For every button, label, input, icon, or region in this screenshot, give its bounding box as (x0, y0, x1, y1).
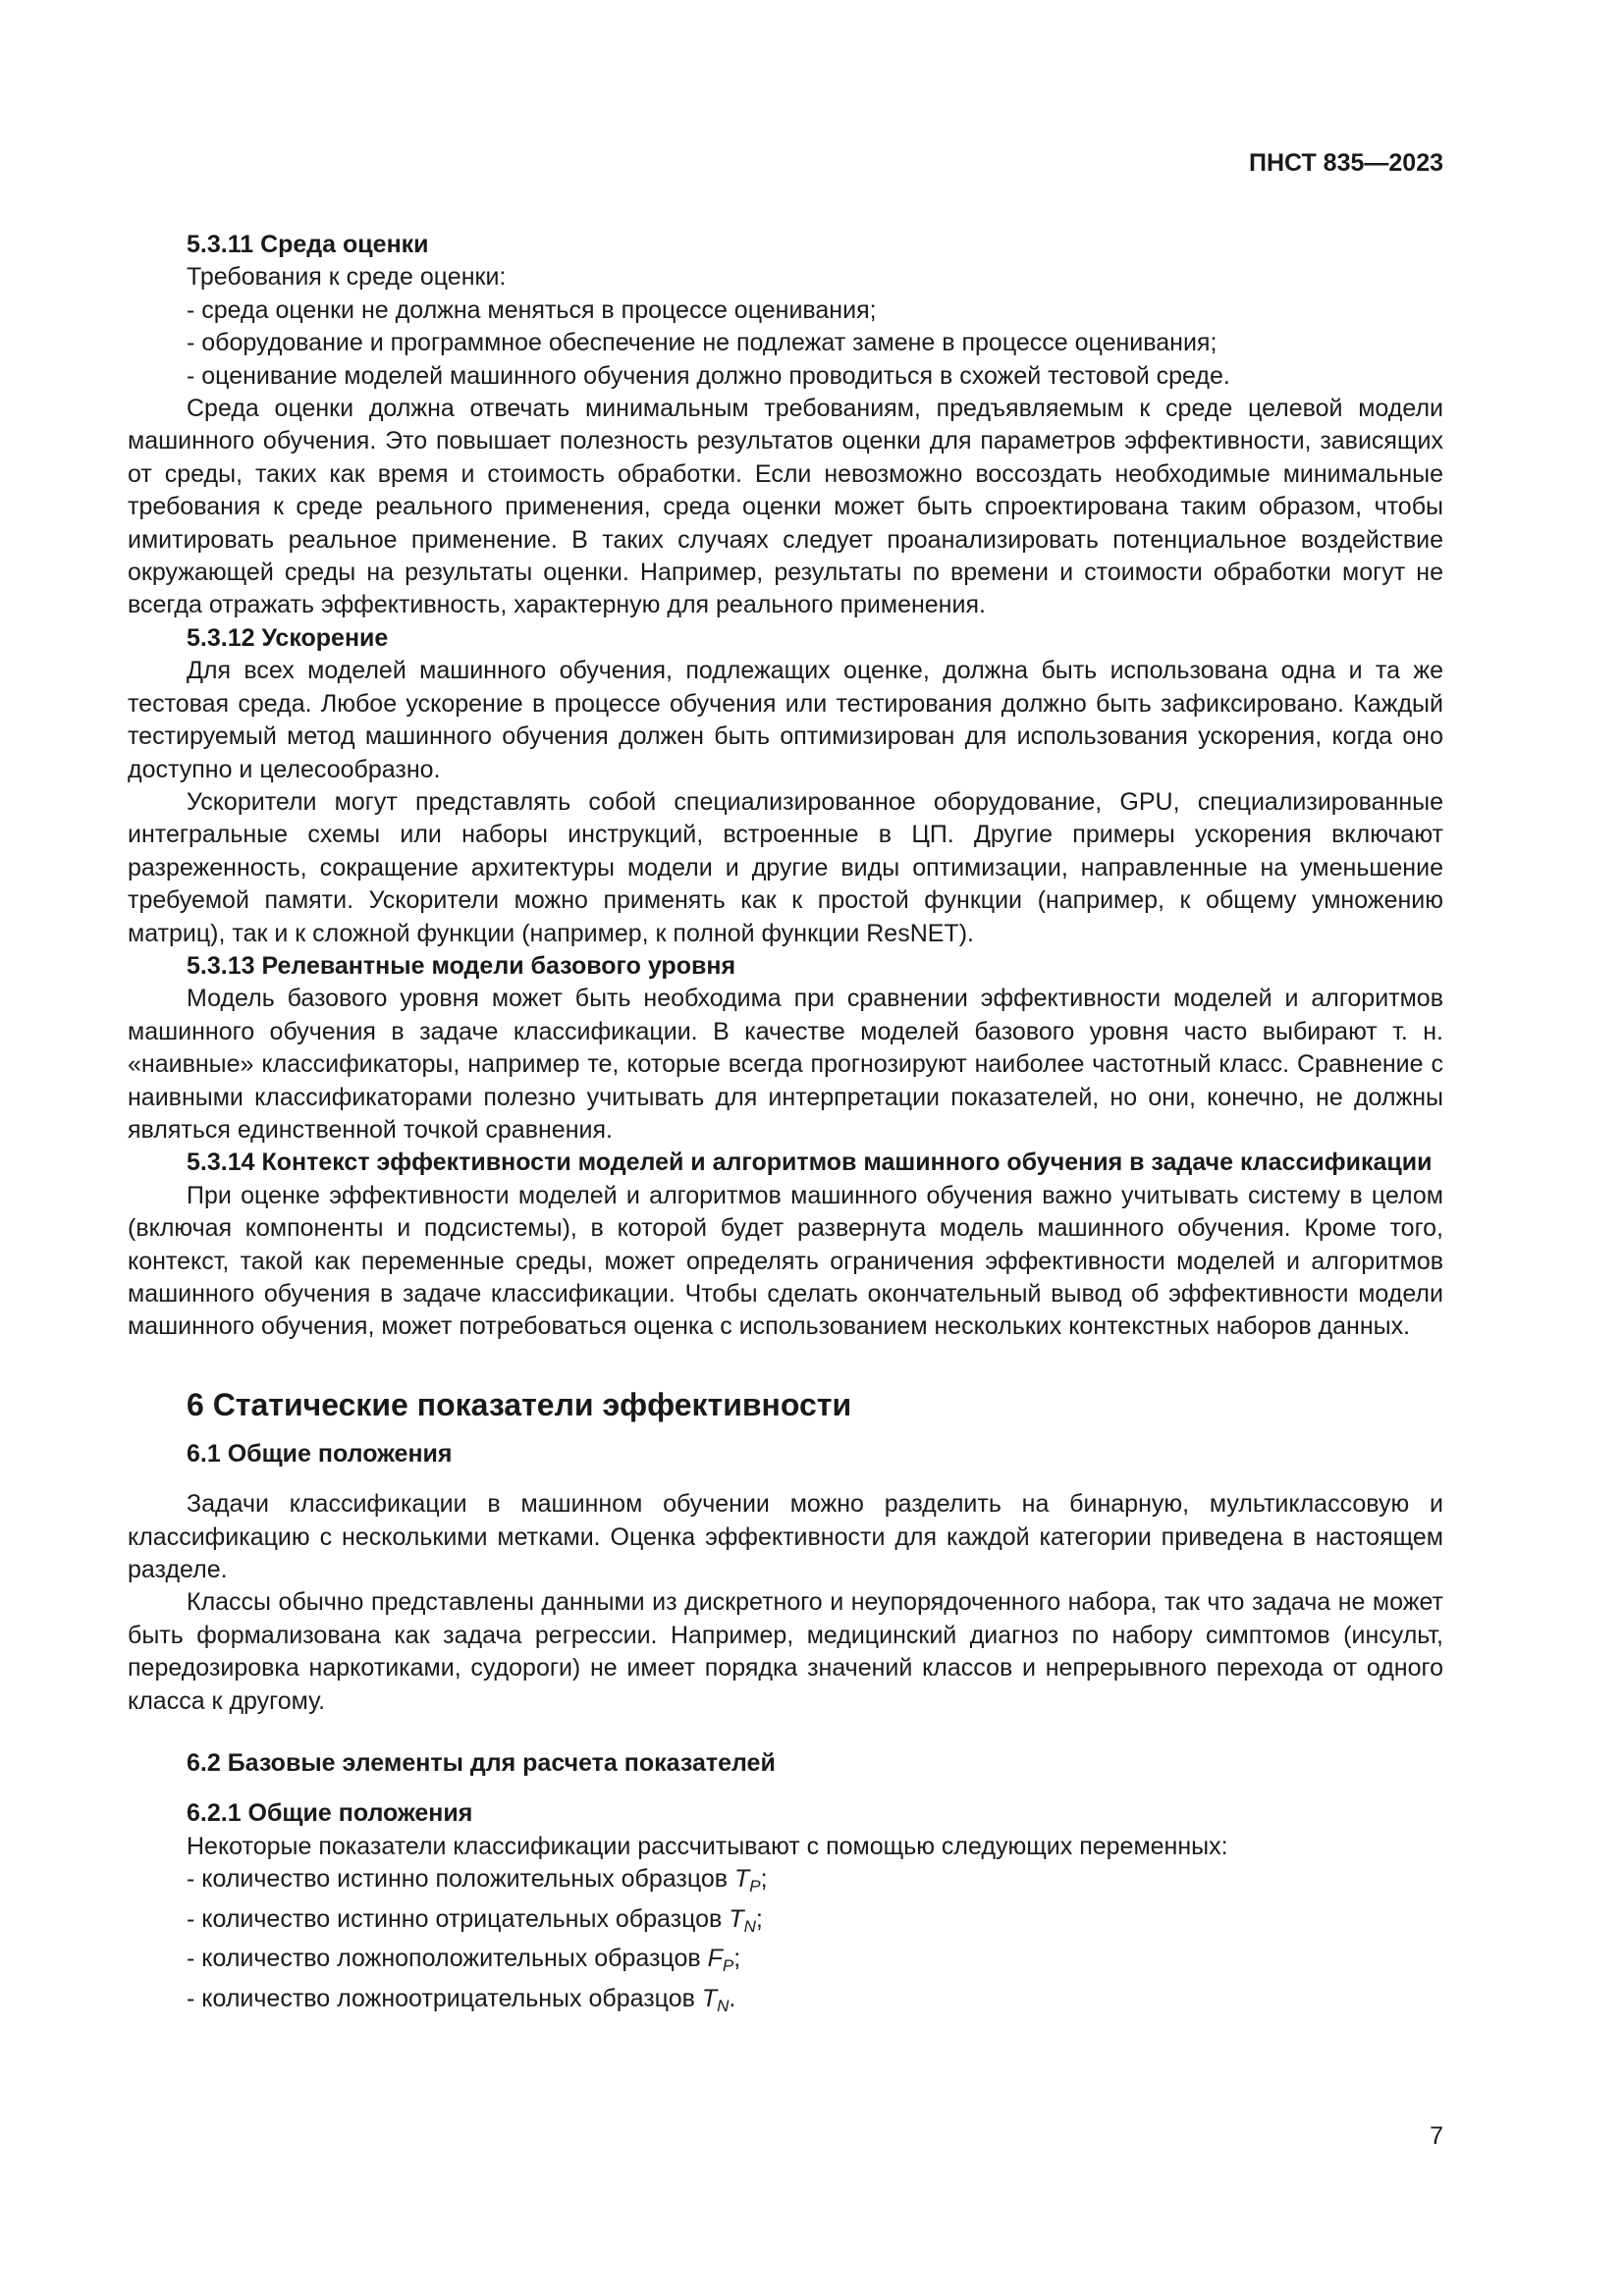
s6-2-title: 6.2 Базовые элементы для расчета показателей (187, 1749, 776, 1778)
s5-3-12-para-2: Ускорители могут представлять собой специализированное оборудование, GPU, специализированные интегральные схемы или наборы инструкций, встроенные в ЦП. Другие примеры ускорения включают разреженность, сокращение архитектуры модели и другие виды оптимизации, направленные на уменьшение требуемой памяти. Ускорители можно применять как к простой функции (например, к общему умножению матриц), так и к сложной функции (например, к полной функции ResNET). (128, 787, 1443, 947)
variable-symbol: $T_N$ (729, 1904, 756, 1936)
s5-3-14-para: При оценке эффективности моделей и алгоритмов машинного обучения важно учитывать систему в целом (включая компоненты и подсистемы), в которой будет развернута модель машинного обучения. Кроме того, контекст, такой как переменные среды, может определять ограничения эффективности моделей и алгоритмов машинного обучения в задаче классификации. Чтобы сделать окончательный вывод об эффективности модели машинного обучения, может потребоваться оценка с использованием нескольких контекстных наборов данных. (128, 1181, 1443, 1341)
s6-1-para-1: Задачи классификации в машинном обучении можно разделить на бинарную, мультиклассовую и классификацию с несколькими метками. Оценка эффективности для каждой категории приведена в настоящем разделе. (128, 1490, 1443, 1584)
s6-1-title: 6.1 Общие положения (187, 1439, 453, 1468)
variable-symbol: $T_P$ (734, 1865, 761, 1896)
s6-2-1-intro: Некоторые показатели классификации рассчитывают с помощью следующих переменных: (187, 1832, 1228, 1860)
s6-2-1-title: 6.2.1 Общие положения (187, 1799, 473, 1828)
variable-text: - количество ложноотрицательных образцов (187, 1984, 702, 2012)
variable-symbol: $F_P$ (707, 1945, 734, 1976)
s5-3-11-intro: Требования к среде оценки: (187, 263, 507, 292)
variable-text: - количество ложноположительных образцов (187, 1945, 708, 1973)
s5-3-11-item-1: - среда оценки не должна меняться в процессе оценивания; (187, 295, 877, 324)
s5-3-11-item-2: - оборудование и программное обеспечение не подлежат замене в процессе оценивания; (187, 329, 1218, 357)
variable-symbol: $T_N$ (701, 1984, 730, 2015)
s5-3-11-para: Среда оценки должна отвечать минимальным требованиям, предъявляемым к среде целевой модели машинного обучения. Это повышает полезность результатов оценки для параметров эффективности, зависящих от среды, таких как время и стоимость обработки. Если невозможно воссоздать необходимые минимальные требования к среде реального применения, среда оценки может быть спроектирована таким образом, чтобы имитировать реальное применение. В таких случаях следует проанализировать потенциальное воздействие окружающей среды на результаты оценки. Например, результаты по времени и стоимости обработки могут не всегда отражать эффективность, характерную для реального применения. (128, 395, 1443, 619)
s5-3-14-title: 5.3.14 Контекст эффективности моделей и алгоритмов машинного обучения в задаче классификации (187, 1148, 1433, 1177)
document-body (128, 229, 1443, 2022)
variable-item: - количество истинно положительных образцов $T_P$; (187, 1865, 768, 1896)
document-id-header: ПНСТ 835—2023 (1249, 149, 1443, 177)
variable-item: - количество ложноположительных образцов $F_P$; (187, 1945, 741, 1976)
variable-item: - количество ложноотрицательных образцов $T_N$. (187, 1984, 736, 2015)
s5-3-12-title: 5.3.12 Ускорение (187, 623, 389, 652)
s5-3-13-para: Модель базового уровня может быть необходима при сравнении эффективности моделей и алгоритмов машинного обучения в задаче классификации. В качестве моделей базового уровня часто выбирают т. н. «наивные» классификаторы, например те, которые всегда прогнозируют наиболее частотный класс. Сравнение с наивными классификаторами полезно учитывать для интерпретации показателей, но они, конечно, не должны являться единственной точкой сравнения. (128, 985, 1443, 1144)
s5-3-13-title: 5.3.13 Релевантные модели базового уровня (187, 951, 736, 980)
variable-item: - количество истинно отрицательных образцов $T_N$; (187, 1904, 763, 1936)
variable-text: - количество истинно отрицательных образцов (187, 1904, 730, 1933)
variable-text: - количество истинно положительных образцов (187, 1865, 734, 1894)
s6-1-para-2: Классы обычно представлены данными из дискретного и неупорядоченного набора, так что задача не может быть формализована как задача регрессии. Например, медицинский диагноз по набору симптомов (инсульт, передозировка наркотиками, судороги) не имеет порядка значений классов и непрерывного перехода от одного класса к другому. (128, 1588, 1443, 1715)
s5-3-11-title: 5.3.11 Среда оценки (187, 231, 429, 258)
s5-3-11-item-3: - оценивание моделей машинного обучения должно проводиться в схожей тестовой среде. (187, 361, 1230, 390)
page-number: 7 (1430, 2122, 1443, 2150)
s5-3-12-para-1: Для всех моделей машинного обучения, подлежащих оценке, должна быть использована одна и та же тестовая среда. Любое ускорение в процессе обучения или тестирования должно быть зафиксировано. Каждый тестируемый метод машинного обучения должен быть оптимизирован для использования ускорения, когда оно доступно и целесообразно. (128, 657, 1443, 783)
s6-title: 6 Статические показатели эффективности (187, 1386, 852, 1422)
